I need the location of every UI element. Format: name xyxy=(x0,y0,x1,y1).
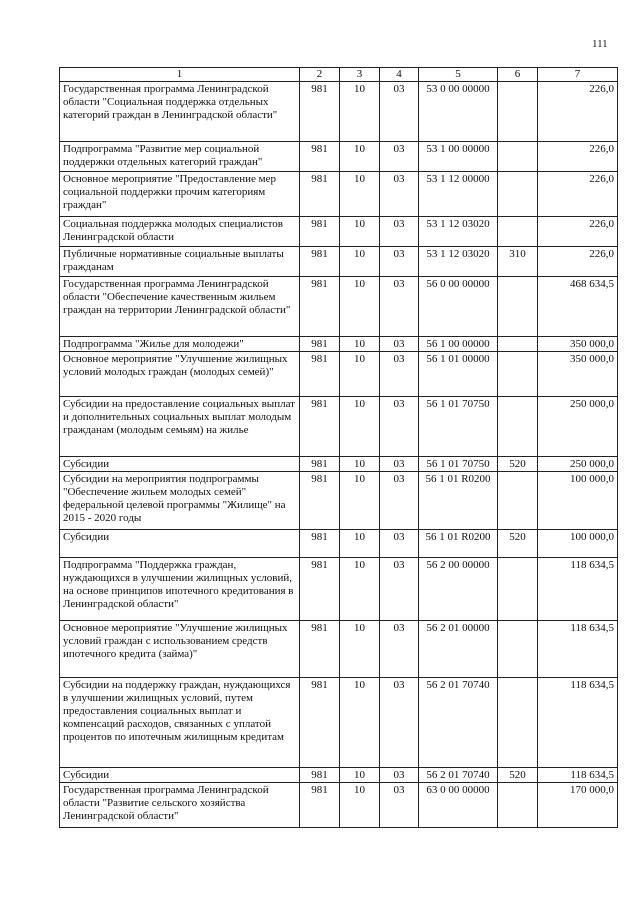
row-target-article-cell: 56 1 01 R0200 xyxy=(419,530,498,558)
header-cell: 5 xyxy=(419,68,498,82)
row-name-cell: Субсидии xyxy=(60,530,300,558)
row-name-cell: Основное мероприятие "Предоставление мер социальной поддержки прочим категориям граждан" xyxy=(60,172,300,217)
row-amount-cell: 226,0 xyxy=(538,217,618,247)
row-subsection-cell: 03 xyxy=(380,247,419,277)
header-cell: 1 xyxy=(60,68,300,82)
table-row xyxy=(60,472,618,530)
row-code-cell: 981 xyxy=(300,217,340,247)
row-name-cell: Социальная поддержка молодых специалистов Ленинградской области xyxy=(60,217,300,247)
table-row xyxy=(60,768,618,783)
row-target-article-cell: 56 1 01 00000 xyxy=(419,352,498,397)
page-number: 111 xyxy=(592,38,608,50)
row-code-cell: 981 xyxy=(300,142,340,172)
row-section-cell: 10 xyxy=(340,217,380,247)
table-row xyxy=(60,352,618,397)
row-target-article-cell: 53 1 12 03020 xyxy=(419,247,498,277)
row-code-cell: 981 xyxy=(300,472,340,530)
row-code-cell: 981 xyxy=(300,172,340,217)
row-name-cell: Публичные нормативные социальные выплаты гражданам xyxy=(60,247,300,277)
row-subsection-cell: 03 xyxy=(380,337,419,352)
row-code-cell: 981 xyxy=(300,558,340,621)
table-row xyxy=(60,783,618,828)
row-expense-type-cell xyxy=(498,142,538,172)
row-expense-type-cell xyxy=(498,397,538,457)
header-row xyxy=(60,68,618,82)
row-amount-cell: 170 000,0 xyxy=(538,783,618,828)
row-name-cell: Государственная программа Ленинградской области "Социальная поддержка отдельных категорий граждан в Ленинградской области" xyxy=(60,82,300,142)
row-section-cell: 10 xyxy=(340,621,380,678)
header-cell: 2 xyxy=(300,68,340,82)
row-expense-type-cell xyxy=(498,352,538,397)
row-subsection-cell: 03 xyxy=(380,277,419,337)
row-amount-cell: 118 634,5 xyxy=(538,621,618,678)
row-expense-type-cell xyxy=(498,337,538,352)
row-code-cell: 981 xyxy=(300,277,340,337)
row-target-article-cell: 56 1 01 R0200 xyxy=(419,472,498,530)
row-subsection-cell: 03 xyxy=(380,783,419,828)
row-expense-type-cell: 310 xyxy=(498,247,538,277)
row-section-cell: 10 xyxy=(340,172,380,217)
row-target-article-cell: 56 2 01 70740 xyxy=(419,678,498,768)
row-amount-cell: 350 000,0 xyxy=(538,352,618,397)
row-subsection-cell: 03 xyxy=(380,768,419,783)
row-amount-cell: 250 000,0 xyxy=(538,457,618,472)
row-section-cell: 10 xyxy=(340,142,380,172)
row-subsection-cell: 03 xyxy=(380,558,419,621)
row-target-article-cell: 56 0 00 00000 xyxy=(419,277,498,337)
table-row xyxy=(60,82,618,142)
row-subsection-cell: 03 xyxy=(380,142,419,172)
row-subsection-cell: 03 xyxy=(380,82,419,142)
row-name-cell: Подпрограмма "Поддержка граждан, нуждающихся в улучшении жилищных условий, на основе принципов ипотечного кредитования в Ленинградской области" xyxy=(60,558,300,621)
row-subsection-cell: 03 xyxy=(380,397,419,457)
row-name-cell: Подпрограмма "Жилье для молодежи" xyxy=(60,337,300,352)
row-subsection-cell: 03 xyxy=(380,172,419,217)
row-code-cell: 981 xyxy=(300,397,340,457)
row-name-cell: Основное мероприятие "Улучшение жилищных условий граждан с использованием средств ипотечного кредита (займа)" xyxy=(60,621,300,678)
row-amount-cell: 118 634,5 xyxy=(538,678,618,768)
row-section-cell: 10 xyxy=(340,783,380,828)
table-row xyxy=(60,621,618,678)
row-target-article-cell: 63 0 00 00000 xyxy=(419,783,498,828)
table-row xyxy=(60,678,618,768)
row-section-cell: 10 xyxy=(340,768,380,783)
row-target-article-cell: 53 1 00 00000 xyxy=(419,142,498,172)
row-subsection-cell: 03 xyxy=(380,678,419,768)
row-code-cell: 981 xyxy=(300,352,340,397)
row-section-cell: 10 xyxy=(340,397,380,457)
row-target-article-cell: 56 1 01 70750 xyxy=(419,457,498,472)
row-code-cell: 981 xyxy=(300,678,340,768)
row-code-cell: 981 xyxy=(300,530,340,558)
row-target-article-cell: 56 2 00 00000 xyxy=(419,558,498,621)
row-expense-type-cell xyxy=(498,621,538,678)
row-code-cell: 981 xyxy=(300,457,340,472)
row-code-cell: 981 xyxy=(300,768,340,783)
row-subsection-cell: 03 xyxy=(380,530,419,558)
row-expense-type-cell: 520 xyxy=(498,457,538,472)
row-name-cell: Субсидии на предоставление социальных выплат и дополнительных социальных выплат молодым гражданам (молодым семьям) на жилье xyxy=(60,397,300,457)
row-name-cell: Государственная программа Ленинградской области "Обеспечение качественным жильем граждан на территории Ленинградской области" xyxy=(60,277,300,337)
row-amount-cell: 118 634,5 xyxy=(538,768,618,783)
row-section-cell: 10 xyxy=(340,457,380,472)
table-row xyxy=(60,247,618,277)
row-expense-type-cell xyxy=(498,472,538,530)
row-target-article-cell: 56 1 01 70750 xyxy=(419,397,498,457)
row-section-cell: 10 xyxy=(340,472,380,530)
row-section-cell: 10 xyxy=(340,337,380,352)
row-target-article-cell: 53 1 12 00000 xyxy=(419,172,498,217)
row-target-article-cell: 53 1 12 03020 xyxy=(419,217,498,247)
row-subsection-cell: 03 xyxy=(380,457,419,472)
row-name-cell: Основное мероприятие "Улучшение жилищных условий молодых граждан (молодых семей)" xyxy=(60,352,300,397)
row-expense-type-cell xyxy=(498,82,538,142)
row-name-cell: Субсидии xyxy=(60,768,300,783)
table-row xyxy=(60,337,618,352)
row-amount-cell: 250 000,0 xyxy=(538,397,618,457)
row-amount-cell: 226,0 xyxy=(538,172,618,217)
row-amount-cell: 350 000,0 xyxy=(538,337,618,352)
row-amount-cell: 226,0 xyxy=(538,82,618,142)
header-cell: 4 xyxy=(380,68,419,82)
row-section-cell: 10 xyxy=(340,558,380,621)
row-section-cell: 10 xyxy=(340,530,380,558)
table-row xyxy=(60,397,618,457)
row-name-cell: Субсидии на мероприятия подпрограммы "Обеспечение жильем молодых семей" федеральной целевой программы "Жилище" на 2015 - 2020 годы xyxy=(60,472,300,530)
table-row xyxy=(60,277,618,337)
row-target-article-cell: 56 2 01 70740 xyxy=(419,768,498,783)
table-row xyxy=(60,530,618,558)
row-expense-type-cell: 520 xyxy=(498,768,538,783)
row-name-cell: Государственная программа Ленинградской области "Развитие сельского хозяйства Ленинградской области" xyxy=(60,783,300,828)
row-expense-type-cell xyxy=(498,783,538,828)
header-cell: 7 xyxy=(538,68,618,82)
row-name-cell: Подпрограмма "Развитие мер социальной поддержки отдельных категорий граждан" xyxy=(60,142,300,172)
row-code-cell: 981 xyxy=(300,621,340,678)
row-amount-cell: 100 000,0 xyxy=(538,472,618,530)
row-code-cell: 981 xyxy=(300,82,340,142)
row-amount-cell: 226,0 xyxy=(538,142,618,172)
row-amount-cell: 468 634,5 xyxy=(538,277,618,337)
row-name-cell: Субсидии xyxy=(60,457,300,472)
row-expense-type-cell xyxy=(498,172,538,217)
row-target-article-cell: 56 1 00 00000 xyxy=(419,337,498,352)
row-amount-cell: 118 634,5 xyxy=(538,558,618,621)
row-expense-type-cell xyxy=(498,678,538,768)
row-code-cell: 981 xyxy=(300,337,340,352)
table-row xyxy=(60,172,618,217)
row-section-cell: 10 xyxy=(340,352,380,397)
row-section-cell: 10 xyxy=(340,247,380,277)
row-expense-type-cell xyxy=(498,558,538,621)
row-subsection-cell: 03 xyxy=(380,352,419,397)
row-section-cell: 10 xyxy=(340,277,380,337)
row-section-cell: 10 xyxy=(340,82,380,142)
row-name-cell: Субсидии на поддержку граждан, нуждающихся в улучшении жилищных условий, путем предоставления социальных выплат и компенсаций расходов, связанных с уплатой процентов по ипотечным жилищным кредитам xyxy=(60,678,300,768)
row-subsection-cell: 03 xyxy=(380,472,419,530)
row-target-article-cell: 53 0 00 00000 xyxy=(419,82,498,142)
row-expense-type-cell: 520 xyxy=(498,530,538,558)
row-expense-type-cell xyxy=(498,217,538,247)
row-amount-cell: 100 000,0 xyxy=(538,530,618,558)
header-cell: 6 xyxy=(498,68,538,82)
row-code-cell: 981 xyxy=(300,247,340,277)
row-subsection-cell: 03 xyxy=(380,217,419,247)
row-section-cell: 10 xyxy=(340,678,380,768)
table-row xyxy=(60,217,618,247)
row-target-article-cell: 56 2 01 00000 xyxy=(419,621,498,678)
row-expense-type-cell xyxy=(498,277,538,337)
table-body xyxy=(60,82,618,828)
table-row xyxy=(60,558,618,621)
header-cell: 3 xyxy=(340,68,380,82)
row-code-cell: 981 xyxy=(300,783,340,828)
table-row xyxy=(60,457,618,472)
budget-table xyxy=(59,67,618,828)
table-row xyxy=(60,142,618,172)
row-subsection-cell: 03 xyxy=(380,621,419,678)
row-amount-cell: 226,0 xyxy=(538,247,618,277)
